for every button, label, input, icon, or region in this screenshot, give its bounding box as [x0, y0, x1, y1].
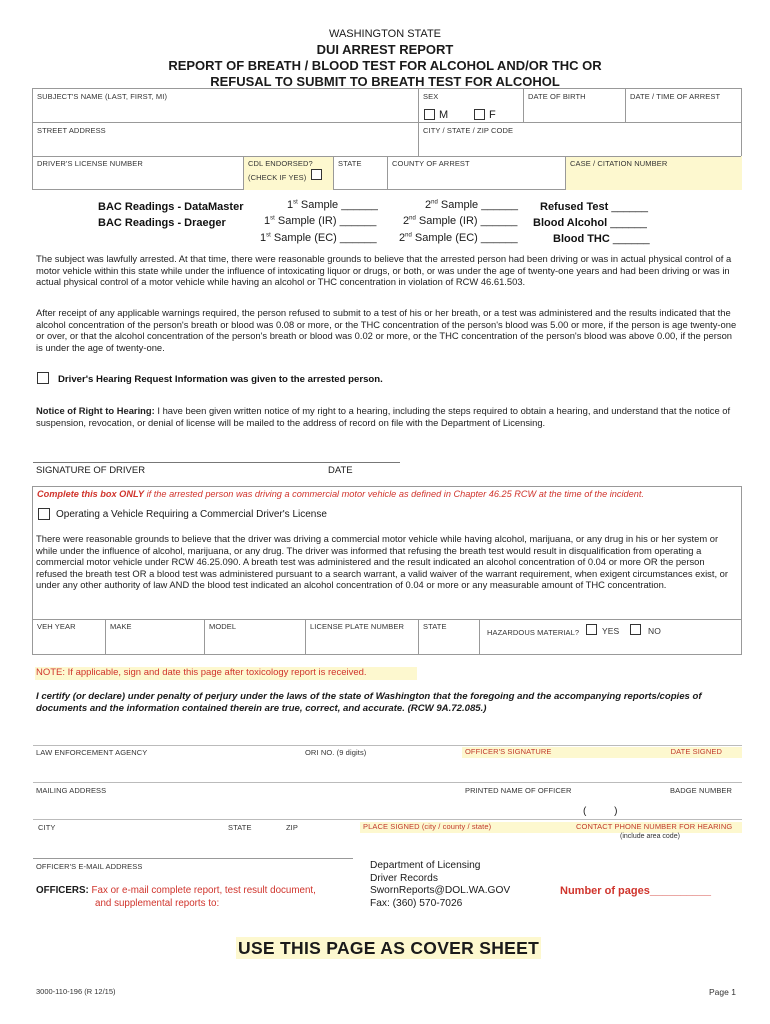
drivers-license-field[interactable]: DRIVER'S LICENSE NUMBER	[37, 159, 143, 168]
officer-state-field[interactable]: STATE	[228, 823, 252, 832]
dm-second-sample[interactable]: 2nd Sample ______	[425, 199, 518, 211]
cdl-box-heading: Complete this box ONLY if the arrested person was driving a commercial motor vehicle as defined in Chapter 46.25 RCW at the time of the incident.	[37, 489, 644, 499]
cdl-endorsed-label: CDL ENDORSED?	[248, 159, 313, 168]
driver-signature-field[interactable]: SIGNATURE OF DRIVER	[36, 465, 146, 476]
badge-number-field[interactable]: BADGE NUMBER	[670, 786, 733, 795]
hearing-info-checkbox[interactable]	[37, 372, 49, 384]
hazmat-label: HAZARDOUS MATERIAL?	[487, 628, 580, 637]
number-of-pages-field[interactable]: Number of pages__________	[560, 885, 712, 897]
license-plate-field[interactable]: LICENSE PLATE NUMBER	[310, 622, 404, 631]
date-signed-field[interactable]: DATE SIGNED	[670, 747, 722, 756]
dol-address: Department of Licensing Driver Records SwornReports@DOL.WA.GOV Fax: (360) 570-7026	[370, 860, 511, 909]
test-result-paragraph: After receipt of any applicable warnings required, the person refused to submit to a test of his or her breath, or a test was administered and the results indicated that the alcohol concentration of the person's breath or blood was 0.08 or more, or the THC concentration of the person's blood was 5.00 or more, if the person is age twenty-one or over, or that the alcohol concentration of the person's breath or blood was 0.02 or more, or the THC concentration of the person's blood was above 0.00, if the person is under the age of twenty-one.	[36, 307, 737, 353]
hazmat-no-checkbox[interactable]	[630, 624, 641, 635]
officer-email-field[interactable]: OFFICER'S E-MAIL ADDRESS	[36, 862, 143, 871]
form-subtitle-1: REPORT OF BREATH / BLOOD TEST FOR ALCOHOL AND/OR THC OR	[168, 58, 602, 73]
officers-instruction: OFFICERS: Fax or e-mail complete report, test result document,	[36, 885, 316, 896]
printed-name-field[interactable]: PRINTED NAME OF OFFICER	[465, 786, 572, 795]
subject-grid	[32, 88, 742, 190]
cdl-check-label: (CHECK IF YES)	[248, 173, 307, 182]
case-citation-field[interactable]: CASE / CITATION NUMBER	[570, 159, 668, 168]
mailing-address-field[interactable]: MAILING ADDRESS	[36, 786, 107, 795]
place-signed-field[interactable]: PLACE SIGNED (city / county / state) CONTACT PHONE NUMBER FOR HEARING	[360, 822, 742, 833]
veh-year-field[interactable]: VEH YEAR	[37, 622, 76, 631]
city-state-zip-field[interactable]: CITY / STATE / ZIP CODE	[423, 126, 514, 135]
officer-zip-field[interactable]: ZIP	[286, 823, 298, 832]
cmv-operating-checkbox[interactable]	[38, 508, 50, 520]
hazmat-yes-label: YES	[602, 626, 620, 636]
form-state: WASHINGTON STATE	[328, 28, 442, 40]
ori-field[interactable]: ORI NO. (9 digits)	[305, 748, 367, 757]
cmv-paragraph: There were reasonable grounds to believe that the driver was driving a commercial motor vehicle while having alcohol, marijuana, or any drug in his or her system or while under the influence of alcohol, marijuana, or any drug. The driver was informed that refusing the breath test would result in disqualification from operating a commercial motor vehicle under RCW 46.25.090. A breath test was administered and the result indicated an alcohol concentration of 0.04 or more OR the person refused the breath test OR a blood test was administered pursuant to a search warrant, a valid waiver of the warrant requirement, when exigent circumstances exist, or under any other authority of law AND the blood test indicated an alcohol concentration of 0.04 or more or any measurable amount of THC concentration.	[36, 533, 729, 591]
phone-area-code-note: (include area code)	[620, 833, 680, 840]
officer-signature-field[interactable]: OFFICER'S SIGNATURE DATE SIGNED	[462, 747, 742, 758]
hazmat-no-label: NO	[648, 626, 661, 636]
refused-test-field[interactable]: Refused Test ______	[540, 201, 649, 213]
hearing-info-label: Driver's Hearing Request Information was given to the arrested person.	[58, 374, 383, 385]
county-arrest-field[interactable]: COUNTY OF ARREST	[392, 159, 470, 168]
street-address-field[interactable]: STREET ADDRESS	[37, 126, 106, 135]
agency-field[interactable]: LAW ENFORCEMENT AGENCY	[36, 748, 148, 757]
sex-f-label: F	[489, 109, 496, 121]
dr-second-sample-ec[interactable]: 2nd Sample (EC) ______	[399, 232, 518, 244]
dl-state-field[interactable]: STATE	[338, 159, 362, 168]
veh-make-field[interactable]: MAKE	[110, 622, 132, 631]
phone-parens: ( )	[583, 806, 618, 817]
contact-phone-field[interactable]: CONTACT PHONE NUMBER FOR HEARING	[576, 822, 733, 831]
form-number: 3000-110-196 (R 12/15)	[36, 987, 116, 996]
cover-sheet-banner: USE THIS PAGE AS COVER SHEET	[238, 938, 540, 958]
veh-state-field[interactable]: STATE	[423, 622, 447, 631]
toxicology-note: NOTE: If applicable, sign and date this page after toxicology report is received.	[35, 667, 417, 680]
blood-thc-field[interactable]: Blood THC ______	[553, 233, 650, 245]
hazmat-yes-checkbox[interactable]	[586, 624, 597, 635]
cdl-box	[32, 486, 742, 655]
form-title: DUI ARREST REPORT	[316, 42, 454, 57]
driver-signature-date[interactable]: DATE	[328, 465, 353, 476]
arrest-datetime-field[interactable]: DATE / TIME OF ARREST	[630, 92, 721, 101]
blood-alcohol-field[interactable]: Blood Alcohol ______	[533, 217, 647, 229]
notice-right-hearing: Notice of Right to Hearing: I have been given written notice of my right to a hearing, including the steps required to obtain a hearing, and understand that the notice of suspension, revocation, or denial of license will be mailed to the address of record on file with the Department of Licensing.	[36, 405, 731, 428]
dr-first-sample-ir[interactable]: 1st Sample (IR) ______	[264, 215, 377, 227]
sex-m-checkbox[interactable]	[424, 109, 435, 120]
dr-first-sample-ec[interactable]: 1st Sample (EC) ______	[260, 232, 377, 244]
page-number: Page 1	[709, 987, 736, 997]
cmv-operating-label: Operating a Vehicle Requiring a Commercial Driver's License	[56, 509, 327, 520]
dol-fax: Fax: (360) 570-7026	[370, 897, 463, 909]
officer-city-field[interactable]: CITY	[38, 823, 56, 832]
form-subtitle-2: REFUSAL TO SUBMIT TO BREATH TEST FOR ALCOHOL	[210, 74, 560, 89]
sex-m-label: M	[439, 109, 449, 121]
veh-model-field[interactable]: MODEL	[209, 622, 237, 631]
sex-f-checkbox[interactable]	[474, 109, 485, 120]
dr-second-sample-ir[interactable]: 2nd Sample (IR) ______	[403, 215, 518, 227]
sex-label: SEX	[423, 92, 439, 101]
certify-statement: I certify (or declare) under penalty of perjury under the laws of the state of Washington that the foregoing and the accompanying reports/copies of documents and the information contained therein are true, correct, and accurate. (RCW 9A.72.085.)	[36, 691, 702, 714]
bac-datamaster-label: BAC Readings - DataMaster	[98, 201, 244, 213]
dol-email-link[interactable]: SwornReports@DOL.WA.GOV	[370, 885, 511, 896]
cdl-checkbox[interactable]	[311, 169, 322, 180]
dm-first-sample[interactable]: 1st Sample ______	[287, 199, 378, 211]
lawful-arrest-paragraph: The subject was lawfully arrested. At that time, there were reasonable grounds to believe that the arrested person had been driving or was in actual physical control of a motor vehicle within this state while under the influence of intoxicating liquor or drugs, or both, or was under the age of twenty-one years and had been driving or was in actual physical control of a motor vehicle while having an alcohol or THC concentration in violation of RCW 46.61.503.	[36, 253, 732, 288]
officers-instruction-2: and supplemental reports to:	[95, 898, 220, 909]
dob-field[interactable]: DATE OF BIRTH	[528, 92, 586, 101]
bac-draeger-label: BAC Readings - Draeger	[98, 217, 226, 229]
subject-name-field[interactable]: SUBJECT'S NAME (LAST, FIRST, MI)	[37, 92, 168, 101]
